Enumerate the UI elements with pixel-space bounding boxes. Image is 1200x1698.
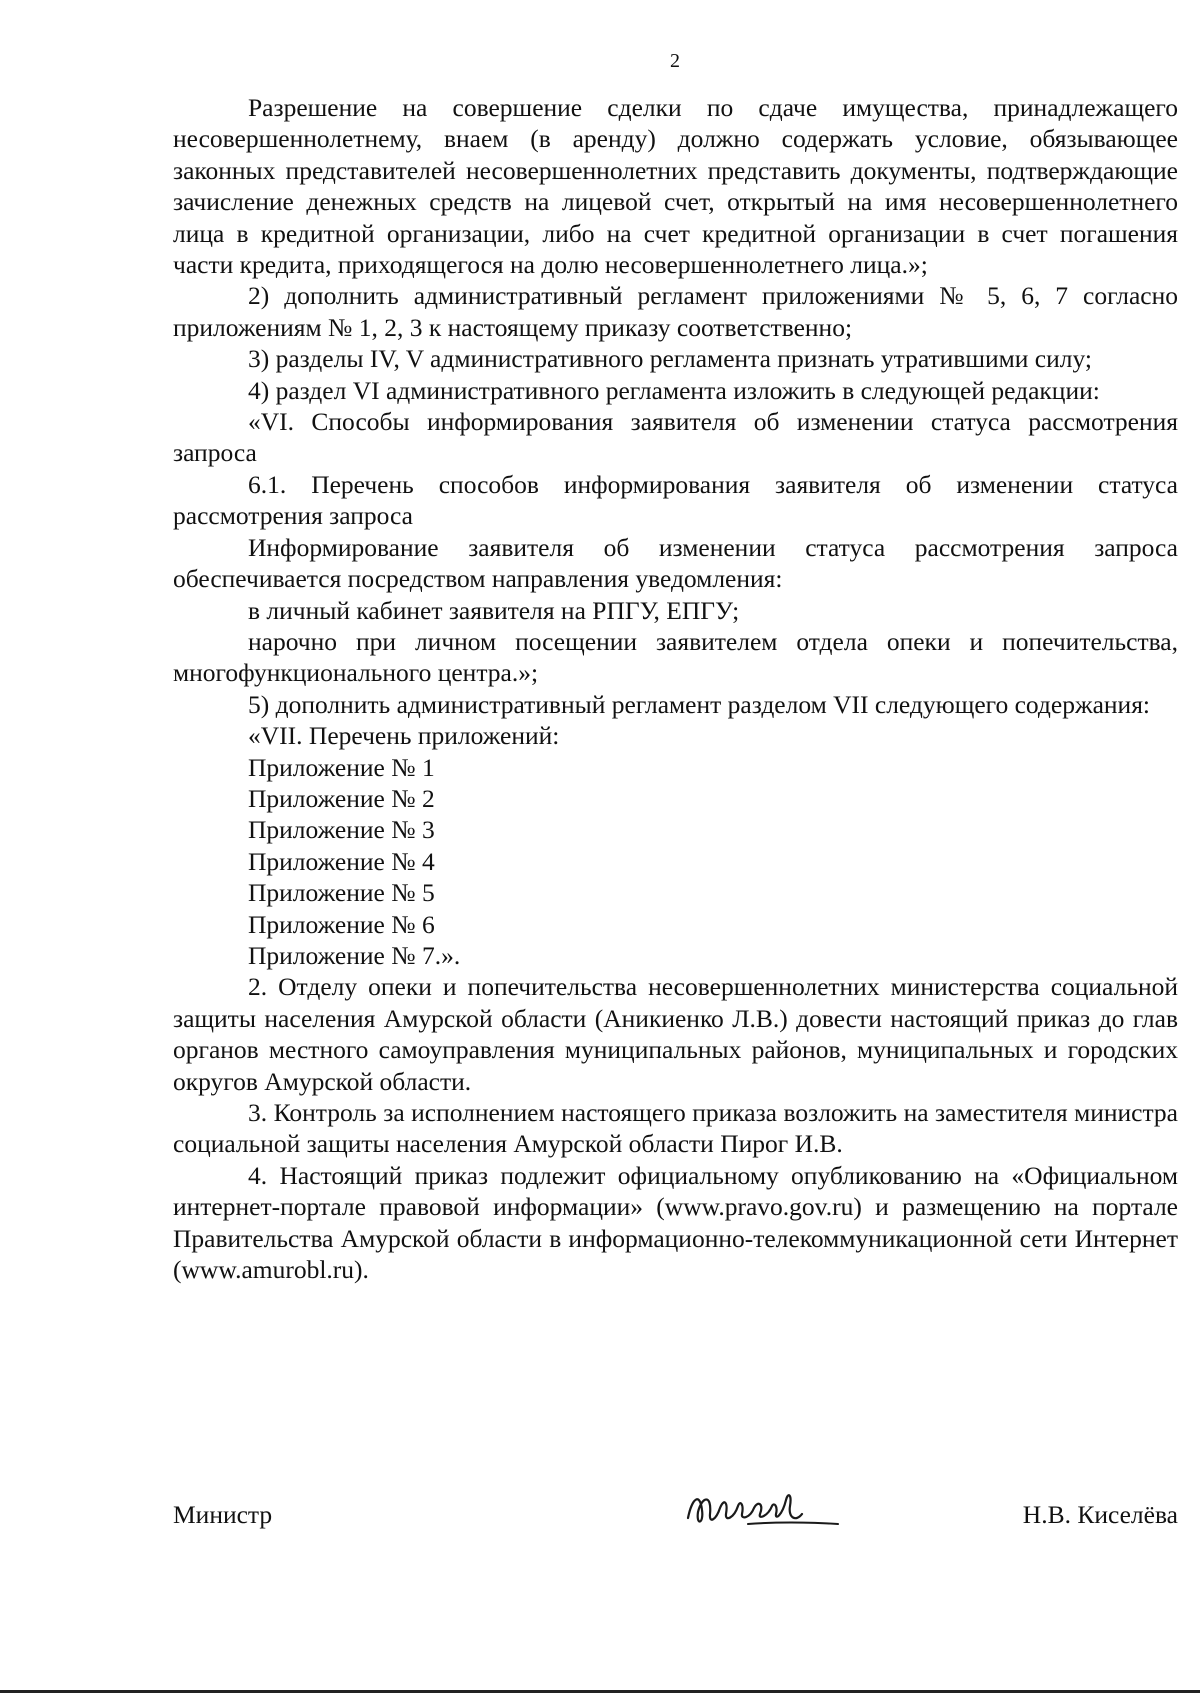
paragraph-in-person: нарочно при личном посещении заявителем отдела опеки и попечительства, многофункционального центра.»; [173,626,1178,688]
paragraph-item-3: 3) разделы IV, V административного регламента признать утратившими силу; [248,344,1092,374]
signatory-name: Н.В. Киселёва [1022,1500,1178,1529]
paragraph-item-2: 2) дополнить административный регламент приложениями № 5, 6, 7 согласно приложениям № 1, 2, 3 к настоящему приказу соответственно; [173,281,1178,342]
page-number: 2 [670,50,680,72]
appendix-list-item: Приложение № 5 [248,878,435,908]
paragraph-publication: 4. Настоящий приказ подлежит официальному опубликованию на «Официальном интернет-портале правовой информации» (www.pravo.gov.ru) и размещению на портале Правительства Амурской области в информационно-телекоммуникационной сети Интернет (www.amurobl.ru). [173,1160,1178,1285]
paragraph-personal-cabinet: в личный кабинет заявителя на РПГУ, ЕПГУ; [248,595,740,625]
appendix-list-item: Приложение № 6 [248,909,435,939]
appendix-list-item: Приложение № 1 [248,752,435,782]
signature-block [173,1488,1178,1548]
section-vi-heading: «VI. Способы информирования заявителя об изменении статуса рассмотрения запроса [173,407,1178,468]
handwritten-signature [678,1480,848,1540]
paragraph-informing: Информирование заявителя об изменении статуса рассмотрения запроса обеспечивается посредством направления уведомления: [173,532,1178,594]
paragraph-control: 3. Контроль за исполнением настоящего приказа возложить на заместителя министра социальной защиты населения Амурской области Пирог И.В. [173,1098,1178,1159]
paragraph-lease-permission: Разрешение на совершение сделки по сдаче имущества, принадлежащего несовершеннолетнему, внаем (в аренду) должно содержать условие, обязывающее законных представителей несовершеннолетних представить документы, подтверждающие зачисление денежных средств на лицевой счет, открытый на имя несовершеннолетнего лица в кредитной организации, либо на счет кредитной организации в счет погашения части кредита, приходящегося на долю несовершеннолетнего лица.»; [173,93,1178,280]
paragraph-item-5: 5) дополнить административный регламент разделом VII следующего содержания: [248,689,1151,719]
appendix-list-item: Приложение № 4 [248,846,435,876]
scan-border-line [0,1690,1200,1693]
appendix-list-heading: «VII. Перечень приложений: [248,721,560,751]
appendix-list-item: Приложение № 2 [248,783,435,813]
appendix-list-item: Приложение № 7.». [248,940,461,970]
signatory-role: Министр [173,1500,273,1529]
document-body [173,92,1178,1285]
paragraph-item-4: 4) раздел VI административного регламента изложить в следующей редакции: [248,375,1100,405]
paragraph-department-instruction: 2. Отделу опеки и попечительства несовершеннолетних министерства социальной защиты населения Амурской области (Аникиенко Л.В.) довести настоящий приказ до глав органов местного самоуправления муниципальных районов, муниципальных и городских округов Амурской области. [173,972,1178,1096]
appendix-list-item: Приложение № 3 [248,815,435,845]
subsection-6-1-heading: 6.1. Перечень способов информирования заявителя об изменении статуса рассмотрения запроса [173,469,1178,531]
